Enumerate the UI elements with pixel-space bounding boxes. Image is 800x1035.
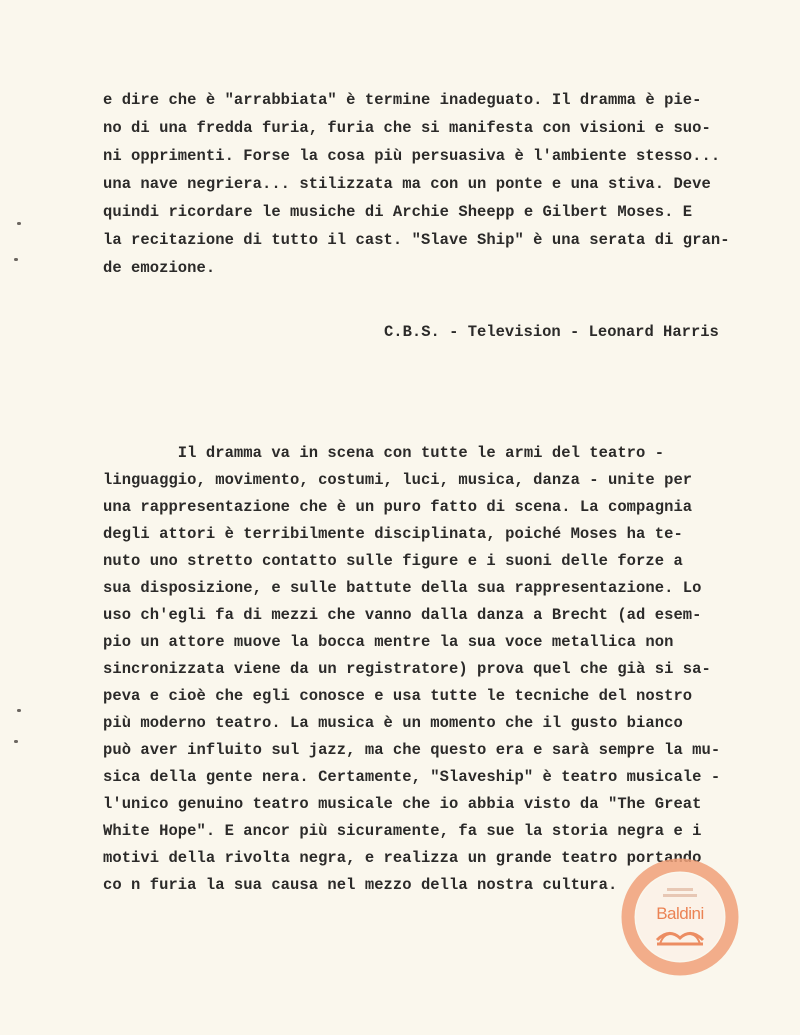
paragraph-2-line: uso ch'egli fa di mezzi che vanno dalla danza a Brecht (ad esem- [103, 606, 702, 624]
margin-mark [14, 258, 18, 261]
paragraph-2-line: degli attori è terribilmente disciplinata, poiché Moses ha te- [103, 525, 683, 543]
paragraph-2-line: peva e cioè che egli conosce e usa tutte le tecniche del nostro [103, 687, 693, 705]
paragraph-1-line: la recitazione di tutto il cast. "Slave Ship" è una serata di gran- [103, 231, 730, 249]
paragraph-1-line: una nave negriera... stilizzata ma con un ponte e una stiva. Deve [103, 175, 711, 193]
paragraph-2-line: linguaggio, movimento, costumi, luci, musica, danza - unite per [103, 471, 693, 489]
margin-mark [14, 740, 18, 743]
source-credit: C.B.S. - Television - Leonard Harris [384, 323, 719, 341]
paragraph-2-line: una rappresentazione che è un puro fatto di scena. La compagnia [103, 498, 693, 516]
paragraph-1-line: e dire che è "arrabbiata" è termine inadeguato. Il dramma è pie- [103, 91, 702, 109]
paragraph-2-line: sincronizzata viene da un registratore) prova quel che già si sa- [103, 660, 711, 678]
paragraph-1-line: quindi ricordare le musiche di Archie Sheepp e Gilbert Moses. E [103, 203, 693, 221]
paragraph-2-line: White Hope". E ancor più sicuramente, fa sue la storia negra e i [103, 822, 702, 840]
margin-mark [17, 709, 21, 712]
paragraph-2-line: può aver influito sul jazz, ma che questo era e sarà sempre la mu- [103, 741, 721, 759]
paragraph-1-line: de emozione. [103, 259, 216, 277]
paragraph-2-line: motivi della rivolta negra, e realizza un grande teatro portando [103, 849, 702, 867]
paragraph-2-line: Il dramma va in scena con tutte le armi del teatro - [103, 444, 665, 462]
paragraph-2-line: pio un attore muove la bocca mentre la sua voce metallica non [103, 633, 674, 651]
paragraph-2-line: sua disposizione, e sulle battute della sua rappresentazione. Lo [103, 579, 702, 597]
paragraph-1-line: no di una fredda furia, furia che si manifesta con visioni e suo- [103, 119, 711, 137]
paragraph-2-line: più moderno teatro. La musica è un momento che il gusto bianco [103, 714, 683, 732]
paragraph-2-line: l'unico genuino teatro musicale che io abbia visto da "The Great [103, 795, 702, 813]
baldini-archive-stamp [619, 858, 741, 976]
paragraph-2-line: nuto uno stretto contatto sulle figure e i suoni delle forze a [103, 552, 683, 570]
paragraph-2-line: co n furia la sua causa nel mezzo della nostra cultura. [103, 876, 618, 894]
stamp-label: Baldini [656, 904, 704, 923]
paragraph-2-line: sica della gente nera. Certamente, "Slaveship" è teatro musicale - [103, 768, 721, 786]
paragraph-1-line: ni opprimenti. Forse la cosa più persuasiva è l'ambiente stesso... [103, 147, 721, 165]
margin-mark [17, 222, 21, 225]
